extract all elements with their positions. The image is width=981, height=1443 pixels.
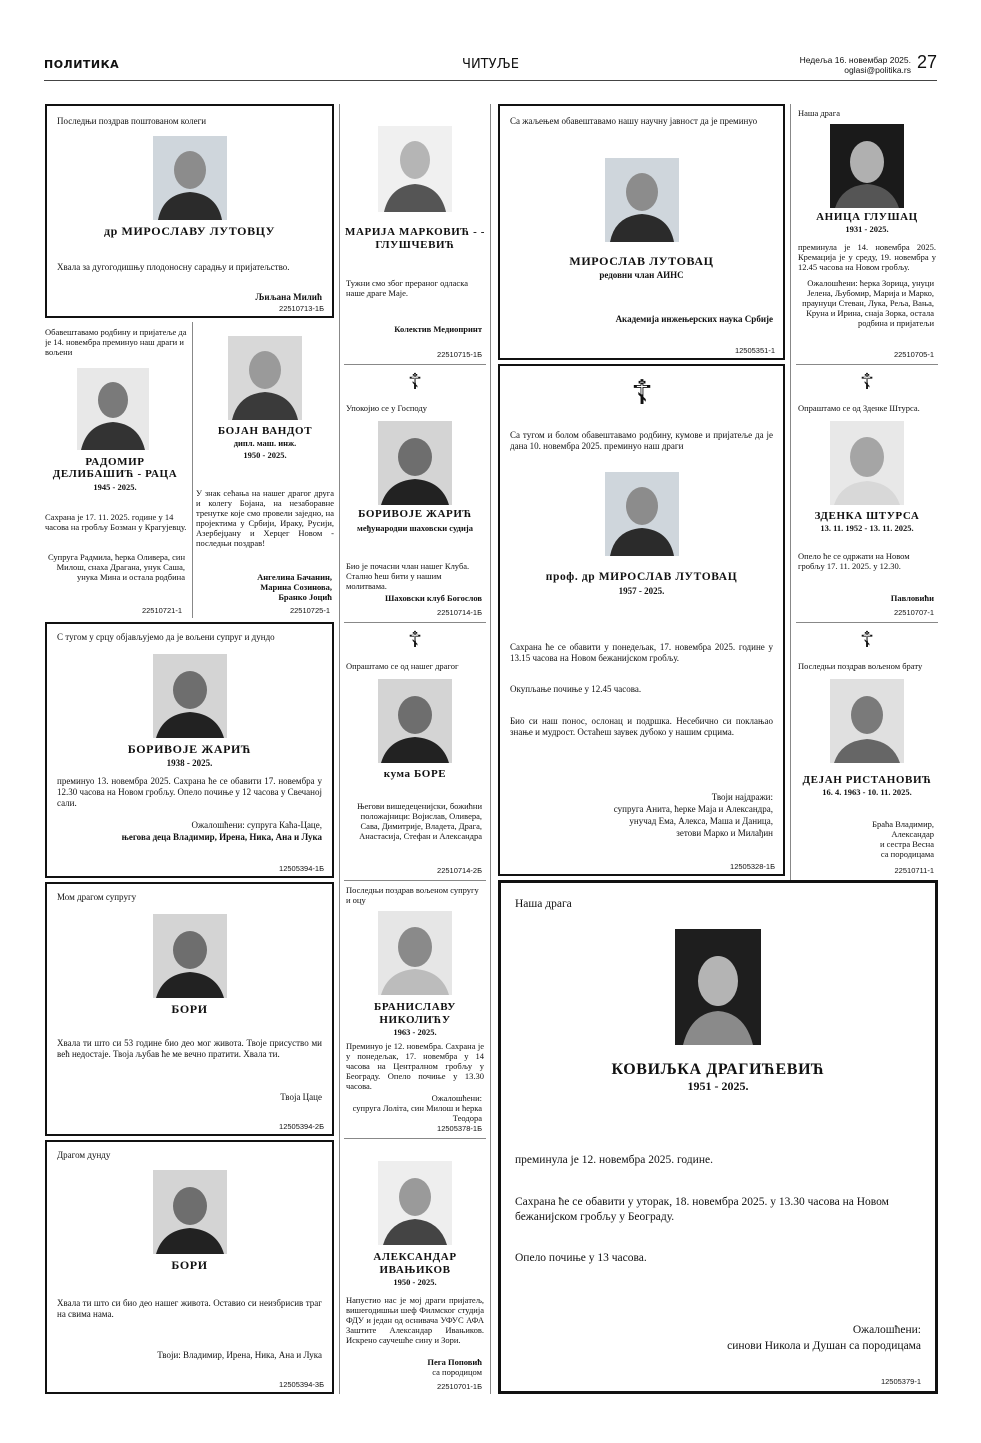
body-text: Сахрана ће се обавити у уторак, 18. новембра 2025. у 13.30 часова на Новом бежанијском гробљу у Београду. [515,1196,889,1223]
deceased-title: редовни члан АИНС [599,270,684,280]
family-list: синови Никола и Душан са породицама [727,1340,921,1352]
ad-code: 22510705-1 [893,350,934,359]
portrait-photo [605,472,679,556]
portrait-photo [605,158,679,242]
ad-code: 22510714-1Б [437,608,482,617]
intro-text: Са тугом и болом обавештавамо родбину, кумове и пријатеље да је дана 10. новембра 2025. преминуо наш драги [510,430,773,451]
body-text: Био је почасни члан нашег Клуба. Стално ћеш бити у нашим молитвама. [346,561,470,591]
portrait-photo [228,336,302,420]
ad-code: 22510715-1Б [437,350,482,359]
deceased-name: АЛЕКСАНДАР ИВАЊИКОВ [373,1251,457,1276]
portrait-photo [153,654,227,738]
obituary-lutovac-academy [498,104,785,360]
body-text: Сахрана је 17. 11. 2025. године у 14 часова на гробљу Бозман у Крагујевцу. [45,512,187,532]
obituary-markovic [344,104,486,362]
body-text: Напустио нас је мој драги пријатељ, вишегодишњи шеф Филмског студија ФДУ и један од оснивача УФУС АФА Заштите Александар Ивањиков. Искрено саучешће сину и Зори. [346,1295,484,1345]
obituary-zaric-wife [45,622,334,878]
body-text: Окупљање почиње у 12.45 часова. [510,684,642,694]
family-list: супруга Анита, ћерке Маја и Александра, [613,804,773,814]
ad-code: 12505394-2Б [279,1122,324,1131]
intro-text: С тугом у срцу објављујемо да је вољени супруг и дундо [57,632,275,642]
section-title: ЧИТУЉЕ [462,57,519,72]
ad-code: 22510711-1 [894,866,934,875]
body-text: преминула је 12. новембра 2025. године. [515,1154,713,1166]
obituary-zaric-uncle [45,1140,334,1394]
intro-text: Обавештавамо родбину и пријатеље да је 14. новембра преминуо наш драги и вољени [45,327,187,357]
signature: Шаховски клуб Богослов [384,593,482,603]
life-years: 16. 4. 1963 - 10. 11. 2025. [822,787,912,797]
column-divider [790,104,791,880]
body-text: преминуо 13. новембра 2025. Сахрана ће се обавити 17. новембра у 12.30 часова на Новом гробљу. Опело почиње у 12 часова у Свечаној сали. [57,776,322,808]
body-text: Био си наш понос, ослонац и подршка. Несебично си поклањао знање и мудрост. Остаћеш заувек дубоко у нашим срцима. [510,716,773,737]
deceased-name: РАДОМИР ДЕЛИБАШИЋ - РАЦА [52,456,178,480]
signature: Твоји: Владимир, Ирена, Ника, Ана и Лука [157,1350,322,1360]
signature: Бранко Јоцић [278,592,332,602]
family-list: Браћа Владимир, [872,819,934,829]
obituary-zaric-husband [45,882,334,1136]
contact-email[interactable]: oglasi@politika.rs [844,65,911,75]
obituary-lutovac-family [498,364,785,876]
portrait-photo [153,914,227,998]
deceased-name: ЗДЕНКА ШТУРСА [814,510,920,522]
orthodox-cross-icon: ☦ [630,375,654,412]
deceased-name: АНИЦА ГЛУШАЦ [816,211,918,223]
orthodox-cross-icon: ☦ [407,627,423,652]
deceased-name: проф. др МИРОСЛАВ ЛУТОВАЦ [545,571,738,583]
obituary-glusac [796,104,938,362]
signature: Љиљана Милић [255,292,322,302]
obituary-delibasic [45,322,190,618]
ad-code: 12505378-1Б [437,1124,482,1133]
deceased-name: ДЕЈАН РИСТАНОВИЋ [802,774,932,786]
body-text: Хвала ти што си био део нашег живота. Оставио си неизбрисив траг на свима нама. [57,1298,322,1319]
page-header [44,52,937,81]
portrait-photo [675,929,761,1045]
life-years: 1938 - 2025. [166,758,213,768]
body-text: Сахрана ће се обавити у понедељак, 17. новембра 2025. године у 13.15 часова на Новом бежанијском гробљу. [510,642,773,663]
obituary-dragicevic [498,880,938,1394]
ad-code: 22510721-1 [141,606,182,615]
ad-code: 22510725-1 [289,606,330,615]
intro-text: Наша драга [515,898,572,910]
deceased-name: БРАНИСЛАВУ НИКОЛИЋУ [374,1001,456,1026]
family-list: Његови вишедеценијски, божићни положајници: Војислав, Оливера, Сава, Димитрије, Владета, Драга, Анастасија, Стефан и Александра [357,801,482,841]
portrait-photo [378,679,452,763]
obituary-zaric-chess [344,364,486,620]
deceased-name: БОРИ [171,1002,208,1016]
deceased-name: МАРИЈА МАРКОВИЋ - - ГЛУШЧЕВИЋ [344,226,486,251]
intro-text: Наша драга [798,108,840,118]
signature: Академија инжењерских наука Србије [615,314,773,324]
intro-text: Упокојио се у Господу [346,403,427,413]
intro-text: Опраштамо се од нашег драгог [346,661,459,671]
orthodox-cross-icon: ☦ [859,369,875,394]
orthodox-cross-icon: ☦ [859,627,875,652]
life-years: 1951 - 2025. [687,1079,749,1093]
intro-text: Последњи поздрав вољеном брату [798,661,923,671]
intro-text: Мом драгом супругу [57,892,137,902]
family-list: са породицама [880,849,934,859]
body-text: Хвала за дугогодишњу плодоносну сарадњу и пријатељство. [57,262,290,272]
column-divider [192,322,193,618]
deceased-name: др МИРОСЛАВУ ЛУТОВЦУ [103,224,276,238]
deceased-name: БОЈАН ВАНДОТ [217,425,313,437]
intro-text: Опраштамо се од Зденке Штурса. [798,403,920,413]
portrait-photo [830,679,904,763]
body-text: Тужни смо због прераног одласка наше драге Маје. [346,278,468,298]
obituary-lutovac-milic [45,104,334,318]
signature: Твоја Цаце [280,1092,322,1102]
portrait-photo [830,421,904,505]
mourners-label: Ожалошћени: [431,1093,482,1103]
deceased-title: дипл. маш. инж. [233,438,297,448]
signature: Марина Созинова, [260,582,332,592]
life-years: 1931 - 2025. [845,224,889,234]
obituary-nikolic [344,880,486,1136]
mourners-label: Ожалошћени: супруга Каћа-Цаце, [191,820,322,830]
signature: са породицом [432,1367,482,1377]
deceased-name: БОРИВОЈЕ ЖАРИЋ [127,742,252,756]
portrait-photo [378,911,452,995]
family-list: и сестра Весна [879,839,934,849]
obituary-ivanjikov [344,1138,486,1394]
portrait-photo [153,136,227,220]
life-years: 13. 11. 1952 - 13. 11. 2025. [820,523,914,533]
ad-code: 22510713-1Б [279,304,324,313]
family-list: унучад Ема, Алекса, Маша и Даница, [629,816,773,826]
obituary-kum-bora [344,622,486,878]
issue-info [800,55,911,75]
deceased-name: кума БОРЕ [383,768,447,780]
family-list: Супруга Радмила, ћерка Оливера, син Милош, снаха Драгана, унук Саша, унука Мина и остала родбина [47,552,185,582]
signature: Пега Поповић [427,1357,482,1367]
deceased-name: БОРИВОЈЕ ЖАРИЋ [358,508,472,520]
portrait-photo [378,126,452,212]
intro-text: Драгом дунду [57,1150,111,1160]
signature: Павловићи [890,593,934,603]
orthodox-cross-icon: ☦ [407,369,423,394]
mourners-label: Ожалошћени: [852,1324,921,1336]
portrait-photo [153,1170,227,1254]
life-years: 1963 - 2025. [393,1027,437,1037]
ad-code: 12505394-3Б [279,1380,324,1389]
intro-text: Последњи поздрав поштованом колеги [57,116,207,126]
body-text: Опело ће се одржати на Новом гробљу 17. 11. 2025. у 12.30. [798,551,910,571]
body-text: Хвала ти што си 53 године био део мог живота. Твоје присуство ми већ недостаје. Твоја љубав ће ме вечно пратити. Хвала ти. [57,1038,322,1059]
column-divider [339,104,340,1394]
signature: Колектив Медиопринт [394,324,482,334]
ad-code: 22510707-1 [893,608,934,617]
life-years: 1950 - 2025. [243,450,287,460]
newspaper-logo: ПОЛИТИКА [44,58,120,71]
ad-code: 22510701-1Б [437,1382,482,1391]
ad-code: 12505328-1Б [730,862,775,871]
portrait-photo [77,368,149,450]
family-list: супруга Лоліта, син Милош и ћерка Теодора [352,1103,482,1123]
body-text: преминула је 14. новембра 2025. Кремација је у среду, 19. новембра у 12.45 часова на Новом гробљу. [798,242,936,272]
portrait-photo [378,1161,452,1245]
deceased-name: БОРИ [171,1258,208,1272]
obituary-ristanovic [796,622,938,878]
page-number: 27 [916,52,937,72]
family-list: његова деца Владимир, Ирена, Ника, Ана и Лука [121,832,322,842]
ad-code: 12505394-1Б [279,864,324,873]
intro-text: Са жаљењем обавештавамо нашу научну јавност да је преминуо [510,116,758,126]
life-years: 1950 - 2025. [393,1277,437,1287]
family-list: зетови Марко и Милађин [676,828,773,838]
body-text: Опело почиње у 13 часова. [515,1252,647,1264]
mourners-label: Твоји најдражи: [711,792,773,802]
intro-text: Последњи поздрав вољеном супругу и оцу [346,885,479,905]
body-text: У знак сећања на нашег драгог друга и колегу Бојана, на незаборавне тренутке које смо провели заједно, на пројектима у Србији, Ираку, Русији, Азербејџану и Херцег Новом - последњи поздрав! [196,488,334,548]
issue-date: Недеља 16. новембар 2025. [799,55,911,65]
ad-code: 22510714-2Б [437,866,482,875]
body-text: Преминуо је 12. новембра. Сахрана је у понедељак, 17. новембра у 14 часова на Централном гробљу у Београду. Опело почиње у 13.30 часова. [346,1041,484,1091]
deceased-title: међународни шаховски судија [357,523,473,533]
portrait-photo [830,124,904,208]
ad-code: 12505379-1 [880,1377,921,1386]
life-years: 1945 - 2025. [93,482,137,492]
signature: Ангелина Бачанин, [257,572,332,582]
deceased-name: МИРОСЛАВ ЛУТОВАЦ [569,254,714,268]
life-years: 1957 - 2025. [618,586,665,596]
ad-code: 12505351-1 [734,346,775,355]
family-list: Ожалошћени: ћерка Зорица, унуци Јелена, Љубомир, Марија и Марко, праунуци Стеван, Лука, Реља, Вања, Круна и Ирина, снаја Зорка, остала родбина и пријатељи [802,278,934,328]
portrait-photo [378,421,452,505]
column-divider [490,104,491,1394]
obituary-sturza [796,364,938,620]
deceased-name: КОВИЉКА ДРАГИЋЕВИЋ [611,1061,825,1078]
family-list: Александар [891,829,934,839]
obituary-vandot [194,322,336,618]
